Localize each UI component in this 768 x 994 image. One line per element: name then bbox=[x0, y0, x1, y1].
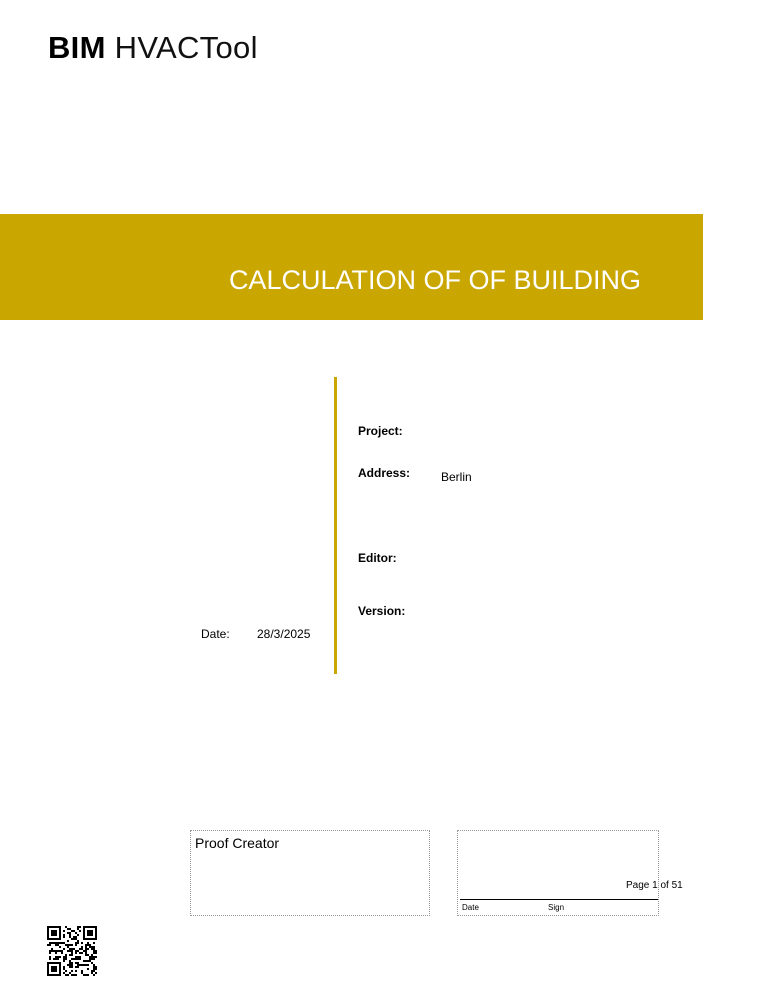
editor-label: Editor: bbox=[358, 551, 397, 565]
vertical-separator bbox=[334, 377, 337, 674]
version-label: Version: bbox=[358, 604, 406, 618]
page-title bbox=[81, 232, 641, 392]
logo-bim: BIM bbox=[48, 30, 106, 65]
signature-date-label: Date bbox=[462, 903, 479, 912]
title-line-2: ENVELOPE bbox=[495, 329, 641, 359]
title-banner bbox=[0, 214, 703, 359]
title-line-1: CALCULATION OF OF BUILDING bbox=[228, 265, 641, 295]
address-value: Berlin bbox=[441, 470, 472, 484]
proof-creator-box bbox=[190, 830, 430, 916]
logo-product: HVACTool bbox=[114, 30, 258, 65]
date-label: Date: bbox=[201, 627, 230, 641]
signature-line bbox=[460, 899, 658, 900]
signature-box bbox=[457, 830, 659, 916]
date-value: 28/3/2025 bbox=[257, 627, 311, 641]
qr-code-icon bbox=[47, 926, 97, 976]
address-label: Address: bbox=[358, 466, 411, 480]
project-label: Project: bbox=[358, 424, 403, 438]
signature-sign-label: Sign bbox=[548, 903, 565, 912]
proof-creator-title: Proof Creator bbox=[195, 835, 280, 851]
logo bbox=[48, 30, 258, 66]
page-number: Page 1 of 51 bbox=[626, 880, 683, 891]
